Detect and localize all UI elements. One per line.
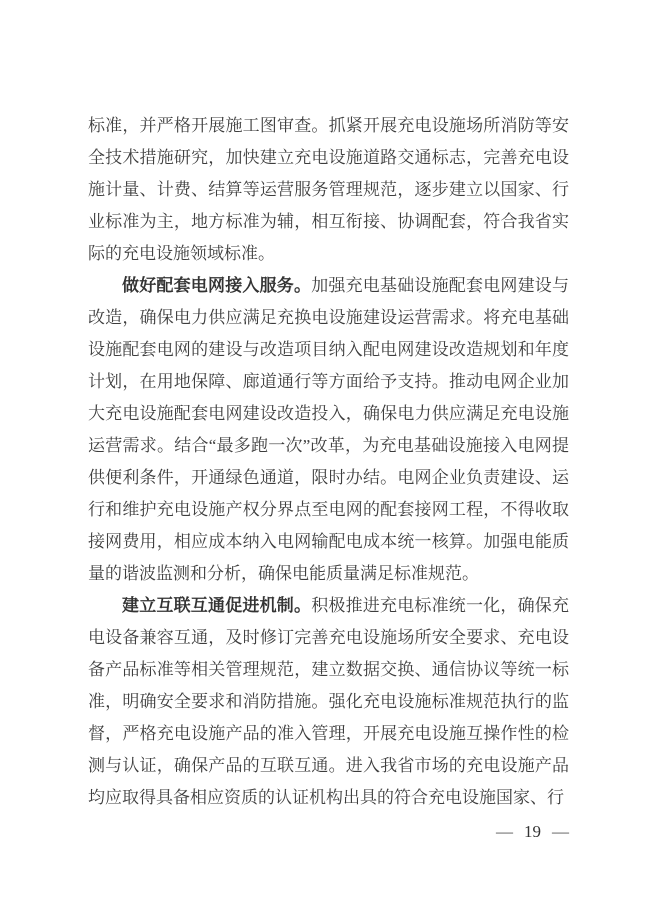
footer-right-dash: — — [552, 822, 569, 841]
page-number: 19 — [524, 822, 541, 841]
page-footer — [88, 820, 569, 844]
paragraph-3-lead: 建立互联互通促进机制。 — [122, 596, 312, 615]
paragraph-3-text: 积极推进充电标准统一化，确保充电设备兼容互通，及时修订完善充电设施场所安全要求、充电设备产品标准等相关管理规范，建立数据交换、通信协议等统一标准，明确安全要求和消防措施。强化充电设施标准规范执行的监督，严格充电设施产品的准入管理，开展充电设施互操作性的检测与认证，确保产品的互联互通。进入我省市场的充电设施产品均应取得具备相应资质的认证机构出具的符合充电设施国家、行 — [88, 596, 570, 807]
paragraph-2-text: 加强充电基础设施配套电网建设与改造，确保电力供应满足充换电设施建设运营需求。将充电基础设施配套电网的建设与改造项目纳入配电网建设改造规划和年度计划，在用地保障、廊道通行等方面给予支持。推动电网企业加大充电设施配套电网建设改造投入，确保电力供应满足充电设施运营需求。结合“最多跑一次”改革，为充电基础设施接入电网提供便利条件，开通绿色通道，限时办结。电网企业负责建设、运行和维护充电设施产权分界点至电网的配套接网工程，不得收取接网费用，相应成本纳入电网输配电成本统一核算。加强电能质量的谐波监测和分析，确保电能质量满足标准规范。 — [88, 276, 570, 583]
paragraph-1-text: 标准，并严格开展施工图审查。抓紧开展充电设施场所消防等安全技术措施研究，加快建立充电设施道路交通标志，完善充电设施计量、计费、结算等运营服务管理规范，逐步建立以国家、行业标准为主，地方标准为辅，相互衔接、协调配套，符合我省实际的充电设施领域标准。 — [88, 116, 569, 263]
paragraph-grid-connection-service — [88, 270, 569, 590]
footer-left-dash: — — [496, 822, 513, 841]
paragraph-standards-continuation — [88, 110, 569, 270]
document-body — [88, 110, 569, 814]
paragraph-interconnection-mechanism — [88, 590, 569, 814]
paragraph-2-lead: 做好配套电网接入服务。 — [122, 276, 312, 295]
